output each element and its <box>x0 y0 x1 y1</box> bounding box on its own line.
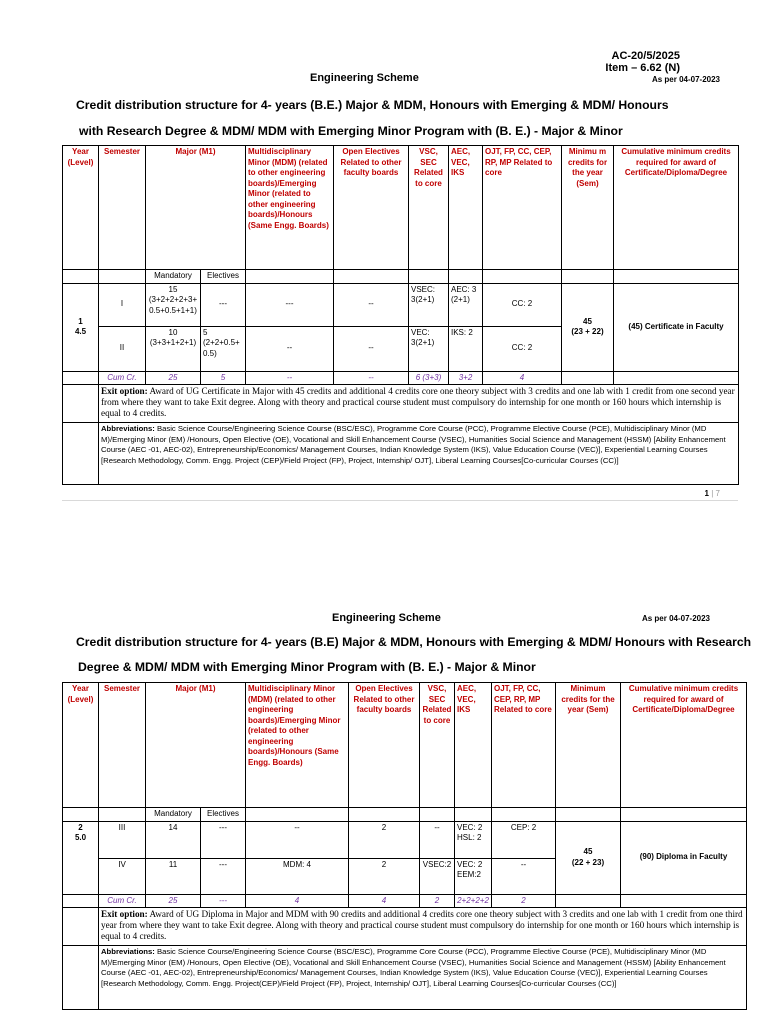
level-value: 4.5 <box>74 327 87 336</box>
header-vsc: VSC, SEC Related to core <box>420 683 455 808</box>
vsc-cell: VSEC: 3(2+1) <box>409 283 449 326</box>
year-level-cell <box>63 821 99 894</box>
header-semester: Semester <box>99 683 146 808</box>
page-heading-line-1: Credit distribution structure for 4- years (B.E.) Major & MDM, Honours with Emerging & MDM/ Honours <box>76 98 669 112</box>
min-credits-value: 45 <box>583 316 592 326</box>
cum-mdm: -- <box>246 371 334 385</box>
min-credits-split: (23 + 22) <box>571 327 604 336</box>
ojt-cell: CC: 2 <box>483 283 562 326</box>
aec-cell: AEC: 3 (2+1) <box>449 283 483 326</box>
cum-oe: -- <box>334 371 409 385</box>
electives-cell: --- <box>201 858 246 894</box>
credit-table-page1 <box>62 145 739 485</box>
scheme-title-2: Engineering Scheme <box>332 612 441 624</box>
mandatory-cell: 10 (3+3+1+2+1) <box>146 326 201 371</box>
exit-option-row <box>63 385 739 423</box>
abbreviations-text: Basic Science Course/Engineering Science Course (BSC/ESC), Programme Core Course (PCC), Programme Elective Course (PCE), Multidisciplinary Minor (MD M)/Emerging Minor (EM) /Honours, Open Elective (OE), Vocational and Skill Enhancement Course (VSEC), Humanities Social Science and Management (HSSM) [Ability Enhancement Course (AEC -01, AEC-02), Entrepreneurship/Economics/ Management Courses, Indian Knowledge System (IKS), Value Education Course (VEC)], Experiential Learning Courses [Research Methodology, Comm. Engg. Project (CEP)/Field Project (FP), Project, Internship/ OJT], Liberal Learning Courses[Co-curricular Courses (CC)] <box>101 424 726 465</box>
semester-cell: IV <box>99 858 146 894</box>
abbreviations-row <box>63 423 739 485</box>
exit-option-label: Exit option: <box>101 909 148 919</box>
header-open-electives: Open Electives Related to other faculty boards <box>334 146 409 270</box>
credit-table-page2 <box>62 682 747 1010</box>
subheader-electives: Electives <box>201 270 246 284</box>
abbreviations-text: Basic Science Course/Engineering Science Course (BSC/ESC), Programme Core Course (PCC), Programme Elective Course (PCE), Multidisciplinary Minor (MD M)/Emerging Minor (EM) /Honours, Open Elective (OE), Vocational and Skill Enhancement Course (VSEC), Humanities Social Science and Management (HSSM) [Ability Enhancement Course (AEC -01, AEC-02), Entrepreneurship/Economics/ Management Courses, Indian Knowledge System (IKS), Value Education Course (VEC)], Experiential Learning Courses [Research Methodology, Comm. Engg. Project(CEP)/Field Project (FP), Project, Internship/ OJT], Liberal Learning Courses[Co-curricular Courses (CC)] <box>101 947 726 988</box>
year-value: 1 <box>78 316 83 326</box>
vsc-cell: VSEC:2 <box>420 858 455 894</box>
header-major: Major (M1) <box>146 683 246 808</box>
cum-label: Cum Cr. <box>99 371 146 385</box>
subheader-row <box>63 808 747 822</box>
header-ojt: OJT, FP, CC, CEP, RP, MP Related to core <box>483 146 562 270</box>
oe-cell: -- <box>334 283 409 326</box>
page-number-current: 1 <box>704 489 709 498</box>
cum-label: Cum Cr. <box>99 894 146 908</box>
cum-electives: 5 <box>201 371 246 385</box>
aec-cell: IKS: 2 <box>449 326 483 371</box>
cumulative-cell: (45) Certificate in Faculty <box>614 283 739 371</box>
oe-cell: 2 <box>349 821 420 858</box>
page-heading-line-2: with Research Degree & MDM/ MDM with Emerging Minor Program with (B. E.) - Major & Minor <box>79 124 623 138</box>
mdm-cell: MDM: 4 <box>246 858 349 894</box>
ref-line-1: AC-20/5/2025 <box>611 50 680 62</box>
cumulative-row <box>63 894 747 908</box>
page-number-total: 7 <box>715 489 720 498</box>
scheme-title: Engineering Scheme <box>310 72 419 84</box>
ojt-cell: -- <box>492 858 556 894</box>
page-heading-2-line-2: Degree & MDM/ MDM with Emerging Minor Program with (B. E.) - Major & Minor <box>78 660 536 674</box>
header-open-electives: Open Electives Related to other faculty boards <box>349 683 420 808</box>
mandatory-cell: 14 <box>146 821 201 858</box>
mdm-cell: --- <box>246 283 334 326</box>
exit-option-label: Exit option: <box>101 386 148 396</box>
cum-mdm: 4 <box>246 894 349 908</box>
exit-option-cell <box>99 385 739 423</box>
as-per-date-2: As per 04-07-2023 <box>641 614 710 623</box>
vsc-cell: VEC: 3(2+1) <box>409 326 449 371</box>
header-row <box>63 683 747 808</box>
cum-oe: 4 <box>349 894 420 908</box>
aec-cell: VEC: 2 HSL: 2 <box>455 821 492 858</box>
exit-option-cell <box>99 908 747 946</box>
mandatory-cell: 15 (3+2+2+2+3+ 0.5+0.5+1+1) <box>146 283 201 326</box>
semester-cell: I <box>99 283 146 326</box>
cum-aec: 2+2+2+2 <box>455 894 492 908</box>
oe-cell: 2 <box>349 858 420 894</box>
header-ojt: OJT, FP, CC, CEP, RP, MP Related to core <box>492 683 556 808</box>
header-row <box>63 146 739 270</box>
min-credits-cell <box>562 283 614 371</box>
oe-cell: -- <box>334 326 409 371</box>
electives-cell: --- <box>201 821 246 858</box>
min-credits-value: 45 <box>583 847 593 856</box>
min-credits-cell <box>556 821 621 894</box>
aec-cell: VEC: 2 EEM:2 <box>455 858 492 894</box>
table-row <box>63 821 747 858</box>
exit-option-text: Award of UG Certificate in Major with 45 credits and additional 4 credits core one theory subject with 3 credits and one lab with 1 credit from one second year from where they want to take Exit degree. Along with theory and practical course student must compulsory do internship for one month or 160 hours which internship is equal to 4 credits. <box>101 386 735 418</box>
subheader-mandatory: Mandatory <box>146 808 201 822</box>
year-value: 2 <box>78 822 83 832</box>
cum-aec: 3+2 <box>449 371 483 385</box>
abbreviations-cell <box>99 423 739 485</box>
page-number-separator: | <box>711 489 714 498</box>
cum-ojt: 4 <box>483 371 562 385</box>
semester-cell: II <box>99 326 146 371</box>
ojt-cell: CEP: 2 <box>492 821 556 858</box>
page-heading-2-line-1: Credit distribution structure for 4- years (B.E) Major & MDM, Honours with Emerging & MDM/ Honours with Research <box>76 635 752 649</box>
header-min-credits: Minimu m credits for the year (Sem) <box>562 146 614 270</box>
header-year: Year (Level) <box>63 683 99 808</box>
header-min-credits: Minimum credits for the year (Sem) <box>556 683 621 808</box>
header-year: Year (Level) <box>63 146 99 270</box>
cumulative-row <box>63 371 739 385</box>
header-major: Major (M1) <box>146 146 246 270</box>
subheader-mandatory: Mandatory <box>146 270 201 284</box>
cum-mandatory: 25 <box>146 894 201 908</box>
cum-electives: --- <box>201 894 246 908</box>
electives-cell: 5 (2+2+0.5+ 0.5) <box>201 326 246 371</box>
vsc-cell: -- <box>420 821 455 858</box>
subheader-row <box>63 270 739 284</box>
exit-option-row <box>63 908 747 946</box>
table-row <box>63 283 739 326</box>
abbreviations-label: Abbreviations: <box>101 424 155 433</box>
abbreviations-cell <box>99 946 747 1010</box>
cum-vsc: 6 (3+3) <box>409 371 449 385</box>
level-value: 5.0 <box>74 833 87 842</box>
mdm-cell: -- <box>246 326 334 371</box>
cum-vsc: 2 <box>420 894 455 908</box>
header-vsc: VSC, SEC Related to core <box>409 146 449 270</box>
header-aec: AEC, VEC, IKS <box>449 146 483 270</box>
ojt-cell: CC: 2 <box>483 326 562 371</box>
page-number <box>680 489 720 498</box>
header-mdm: Multidisciplinary Minor (MDM) (related to other engineering boards)/Emerging Minor (related to other engineering boards)/Honours (Same Engg. Boards) <box>246 146 334 270</box>
subheader-electives: Electives <box>201 808 246 822</box>
exit-option-text: Award of UG Diploma in Major and MDM with 90 credits and additional 4 credits core one theory subject with 3 credits and one lab with 1 credit from one third year from where they want to take Exit degree. Along with theory and practical course student must compulsory do internship for one month or 160 hours which internship is equal to 4 credits. <box>101 909 743 941</box>
min-credits-split: (22 + 23) <box>571 857 605 867</box>
mandatory-cell: 11 <box>146 858 201 894</box>
cum-mandatory: 25 <box>146 371 201 385</box>
cum-ojt: 2 <box>492 894 556 908</box>
electives-cell: --- <box>201 283 246 326</box>
mdm-cell: -- <box>246 821 349 858</box>
header-cumulative: Cumulative minimum credits required for award of Certificate/Diploma/Degree <box>614 146 739 270</box>
header-cumulative: Cumulative minimum credits required for award of Certificate/Diploma/Degree <box>621 683 747 808</box>
abbreviations-row <box>63 946 747 1010</box>
semester-cell: III <box>99 821 146 858</box>
as-per-date: As per 04-07-2023 <box>651 75 720 84</box>
cumulative-cell: (90) Diploma in Faculty <box>621 821 747 894</box>
year-level-cell <box>63 283 99 371</box>
header-aec: AEC, VEC, IKS <box>455 683 492 808</box>
header-mdm: Multidisciplinary Minor (MDM) (related to other engineering boards)/Emerging Minor (related to other engineering boards)/Honours (Same Engg. Boards) <box>246 683 349 808</box>
page-footer-rule <box>62 500 738 501</box>
abbreviations-label: Abbreviations: <box>101 947 155 956</box>
header-semester: Semester <box>99 146 146 270</box>
ref-line-2: Item – 6.62 (N) <box>605 62 680 74</box>
